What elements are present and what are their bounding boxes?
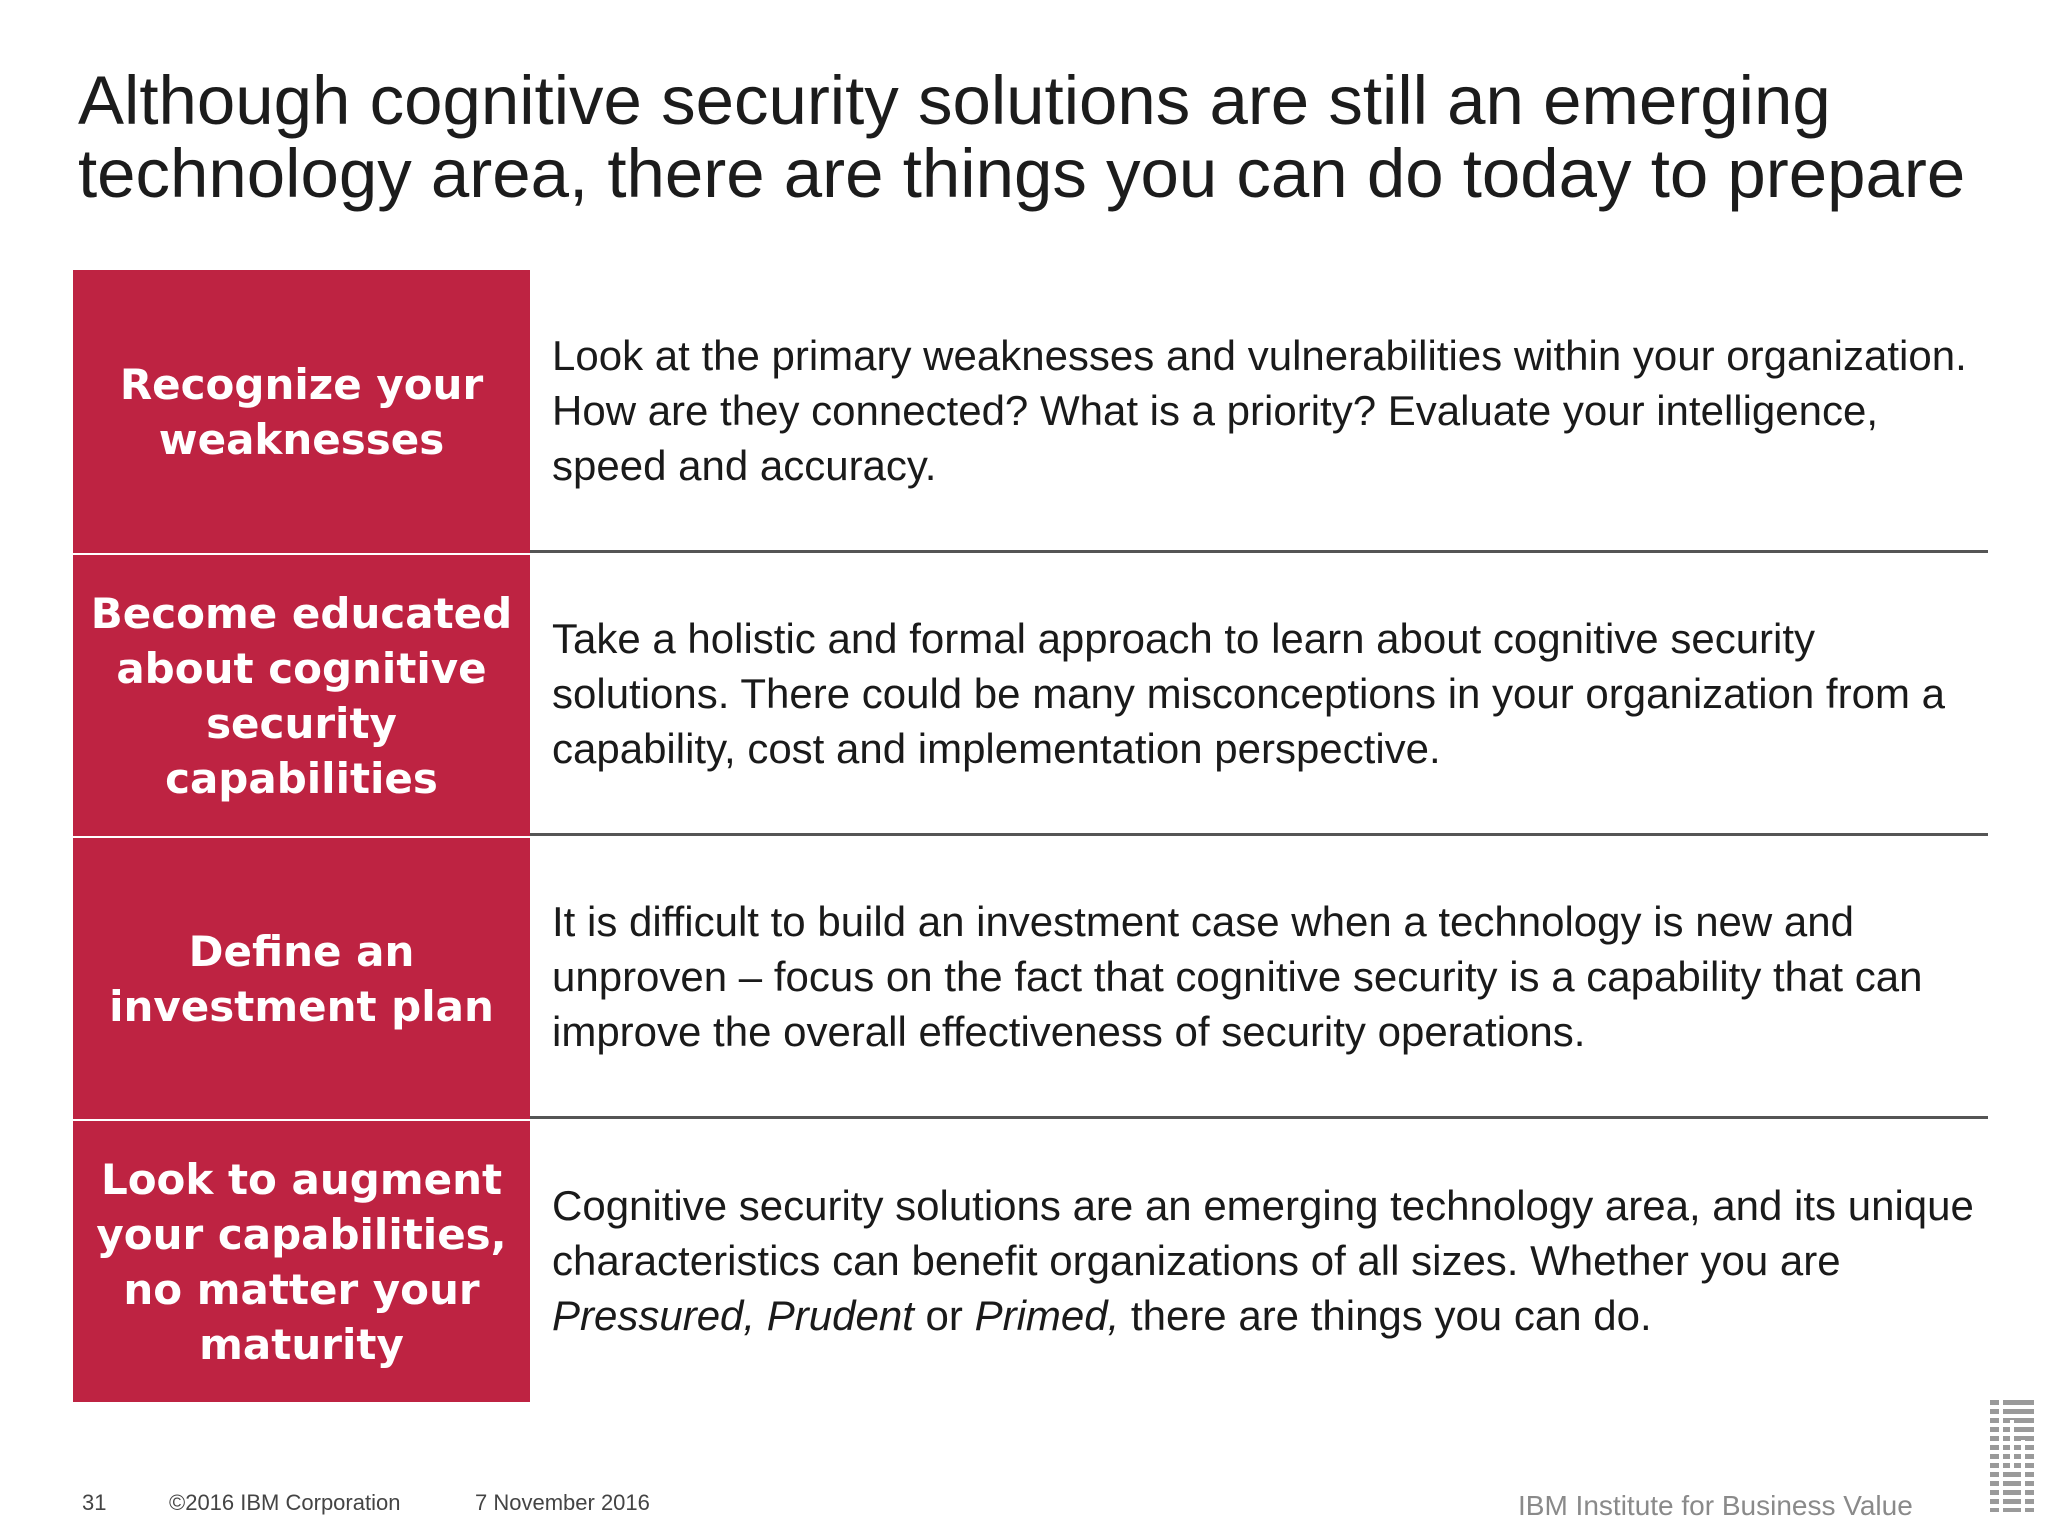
row-label: Look to augment your capabilities, no matter your maturity	[73, 1119, 530, 1402]
segment-prudent: Prudent	[766, 1292, 914, 1339]
body-text: there are things you can do.	[1119, 1292, 1652, 1339]
row-label: Become educated about cognitive security capabilities	[73, 553, 530, 836]
brand-name: IBM Institute for Business Value	[1518, 1490, 1913, 1521]
recommendation-list	[73, 270, 1988, 1402]
recommendation-row	[73, 270, 1988, 553]
row-description	[530, 1119, 1988, 1402]
page-number: 31	[82, 1490, 107, 1515]
row-description: Look at the primary weaknesses and vulnerabilities within your organization. How are they connected? What is a priority? Evaluate your intelligence, speed and accuracy.	[530, 270, 1988, 553]
row-label: Define an investment plan	[73, 836, 530, 1119]
body-text: Cognitive security solutions are an emerging technology area, and its unique characteristics can benefit organizations of all sizes. Whether you are	[552, 1182, 1974, 1284]
row-description: It is difficult to build an investment case when a technology is new and unproven – focus on the fact that cognitive security is a capability that can improve the overall effectiveness of security operations.	[530, 836, 1988, 1119]
row-description: Take a holistic and formal approach to learn about cognitive security solutions. There could be many misconceptions in your organization from a capability, cost and implementation perspective.	[530, 553, 1988, 836]
slide-title: Although cognitive security solutions are still an emerging technology area, there are things you can do today to prepare	[78, 62, 1966, 212]
date: 7 November 2016	[475, 1490, 650, 1515]
recommendation-row	[73, 1119, 1988, 1402]
ibm-logo-icon	[1990, 1400, 2034, 1512]
recommendation-row	[73, 836, 1988, 1119]
segment-primed: Primed,	[974, 1292, 1120, 1339]
segment-pressured: Pressured,	[552, 1292, 756, 1339]
footer	[0, 1490, 2048, 1520]
body-text	[755, 1292, 767, 1339]
body-text: or	[913, 1292, 975, 1339]
copyright: ©2016 IBM Corporation	[169, 1490, 401, 1515]
row-label: Recognize your weaknesses	[73, 270, 530, 553]
recommendation-row	[73, 553, 1988, 836]
